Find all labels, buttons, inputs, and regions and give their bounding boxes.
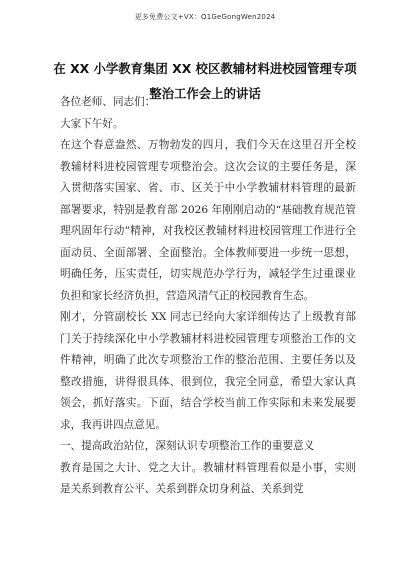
body-paragraph: 教育是国之大计、党之大计。教辅材料管理看似是小事，实则是关系到教育公平、关系到群众切身利益、关系到党 xyxy=(60,461,356,495)
section-heading: 一、提高政治站位，深刻认识专项整治工作的重要意义 xyxy=(60,440,315,452)
header-note: 更多免费公文+VX：Q1GeGongWen2024 xyxy=(134,13,276,21)
document-title: 在 XX 小学教育集团 XX 校区教辅材料进校园管理专项整治工作会上的讲话 xyxy=(53,61,357,101)
body-paragraph: 刚才，分管副校长 XX 同志已经向大家详细传达了上级教育部门关于持续深化中小学教辅材料进校园管理专项整治工作的文件精神，明确了此次专项整治工作的整治范围、主要任务以及整改措施，讲得很具体、很到位，我完全同意，希望大家认真领会，抓好落实。下面，结合学校当前工作实际和未来发展要求，我再讲四点意见。 xyxy=(60,311,356,431)
salutation: 各位老师、同志们： xyxy=(60,96,156,108)
body-paragraph: 在这个春意盎然、万物勃发的四月，我们今天在这里召开全校教辅材料进校园管理专项整治会。这次会议的主要任务是，深入贯彻落实国家、省、市、区关于中小学教辅材料管理的最新部署要求，特别是教育部 2026 年刚刚启动的“基础教育规范管理巩固年行动”精神，对我校区教辅材料进校园管理工作进行全面动员、全面部署、全面整治。全体教师要进一步统一思想，明确任务，压实责任，切实规范办学行为，减轻学生过重课业负担和家长经济负担，营造风清气正的校园教育生态。 xyxy=(60,139,356,302)
document-body xyxy=(60,92,356,501)
greeting: 大家下午好。 xyxy=(60,117,124,130)
